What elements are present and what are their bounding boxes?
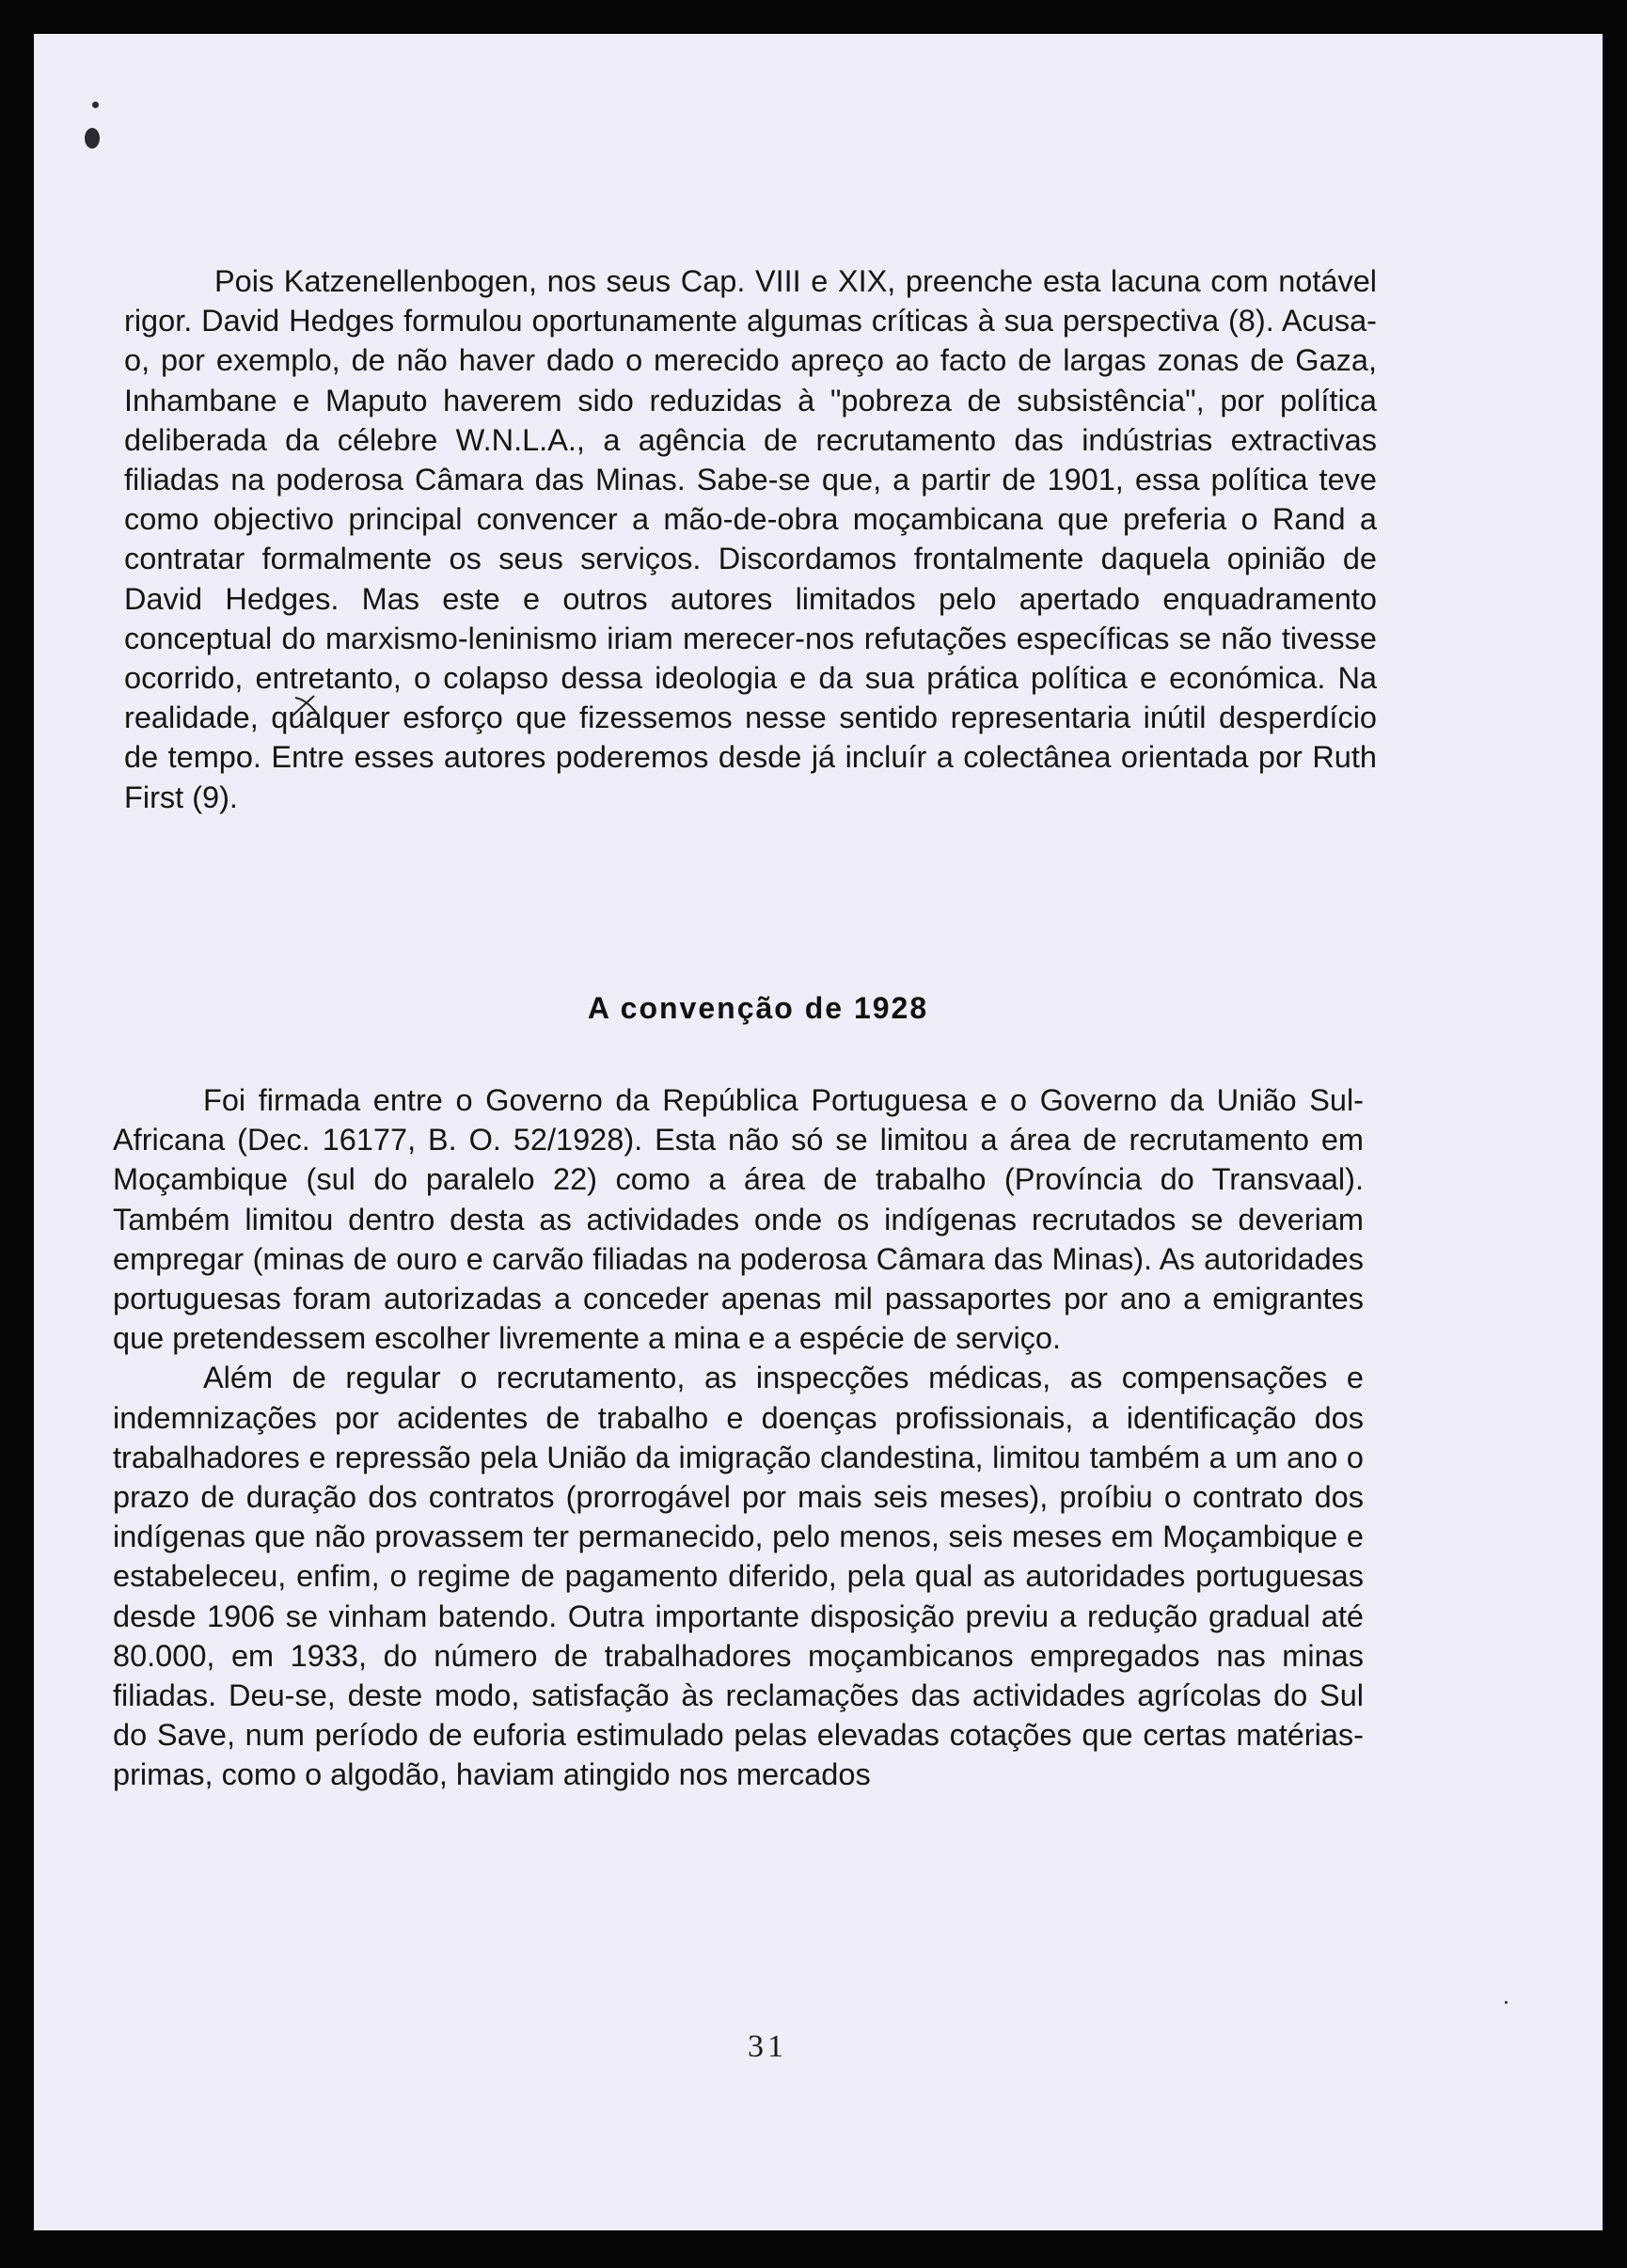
body-paragraph: Foi firmada entre o Governo da República Portuguesa e o Governo da União Sul-Africana (Dec. 16177, B. O. 52/1928). Esta não só se limitou a área de recrutamento em Moçambique (sul do paralelo 22) como a área de trabalho (Província do Transvaal). Também limitou dentro desta as actividades onde os indígenas recrutados se deveriam empregar (minas de ouro e carvão filiadas na poderosa Câmara das Minas). As autoridades portuguesas foram autorizadas a conceder apenas mil passaportes por ano a emigrantes que pretendessem escolher livremente a mina e a espécie de serviço. xyxy=(113,1083,1364,1356)
section-text-block xyxy=(113,1080,1364,1795)
ink-speck xyxy=(92,102,99,108)
ink-speck xyxy=(1505,2001,1508,2004)
section-heading: A convenção de 1928 xyxy=(587,991,929,1025)
ink-speck xyxy=(85,128,100,149)
body-paragraph: Pois Katzenellenbogen, nos seus Cap. VIII e XIX, preenche esta lacuna com notável rigor. David Hedges formulou oportunamente algumas críticas à sua perspectiva (8). Acusa-o, por exemplo, de não haver dado o merecido apreço ao facto de largas zonas de Gaza, Inhambane e Maputo haverem sido reduzidas à "pobreza de subsistência", por política deliberada da célebre W.N.L.A., a agência de recrutamento das indústrias extractivas filiadas na poderosa Câmara das Minas. Sabe-se que, a partir de 1901, essa política teve como objectivo principal convencer a mão-de-obra moçambicana que preferia o Rand a contratar formalmente os seus serviços. Discordamos frontalmente daquela opinião de David Hedges. Mas este e outros autores limitados pelo apertado enquadramento conceptual do marxismo-leninismo iriam merecer-nos refutações específicas se não tivesse ocorrido, entretanto, o colapso dessa ideologia e da sua prática política e económica. Na realidade, qualquer esforço que fizessemos nesse sentido representaria inútil desperdício de tempo. Entre esses autores poderemos desde já incluír a colectânea orientada por Ruth First (9). xyxy=(124,264,1377,814)
handwritten-correction-mark xyxy=(286,686,324,724)
page-number: 31 xyxy=(748,2029,787,2064)
body-paragraph: Além de regular o recrutamento, as inspecções médicas, as compensações e indemnizações por acidentes de trabalho e doenças profissionais, a identificação dos trabalhadores e repressão pela União da imigração clandestina, limitou também a um ano o prazo de duração dos contratos (prorrogável por mais seis meses), proíbiu o contrato dos indígenas que não provassem ter permanecido, pelo menos, seis meses em Moçambique e estabeleceu, enfim, o regime de pagamento diferido, pela qual as autoridades portuguesas desde 1906 se vinham batendo. Outra importante disposição previu a redução gradual até 80.000, em 1933, do número de trabalhadores moçambicanos empregados nas minas filiadas. Deu-se, deste modo, satisfação às reclamações das actividades agrícolas do Sul do Save, num período de euforia estimulado pelas elevadas cotações que certas matérias-primas, como o algodão, haviam atingido nos mercados xyxy=(113,1361,1364,1792)
document-page xyxy=(34,34,1603,2230)
intro-text-block xyxy=(124,261,1377,817)
